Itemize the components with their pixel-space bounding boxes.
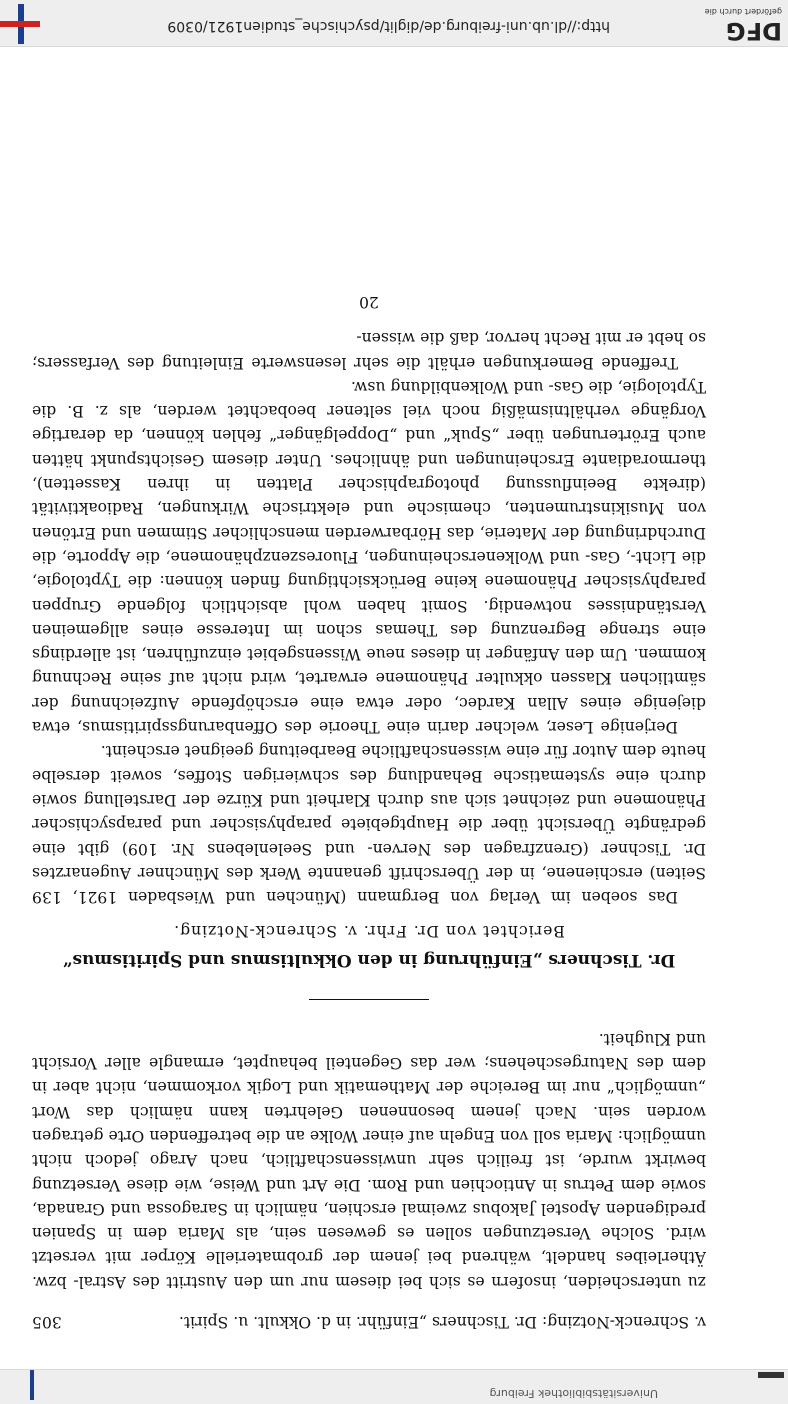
ub-freiburg-logo-icon [0, 4, 40, 44]
article-paragraph-2: Derjenige Leser, welcher darin eine Theorie des Offenbarungsspiritismus, etwa diejenige eines Allan Kardec, oder etwa eine erschöpfende Aufzeichnung der sämtlichen Klassen okkulter Phänomene erwartet, wird nicht auf seine Rechnung kommen. Um den Anfänger in dieses neue Wissensgebiet einzuführen, ist allerdings eine strenge Begrenzung des Themas schon im Interesse eines allgemeinen Verständnisses notwendig. Somit haben wohl absichtlich folgende Gruppen paraphysischer Phänomene keine Berücksichtigung finden können: die Typtologie, die Licht-, Gas- und Wolkenerscheinungen, Fluoreszenzphänomene, die Apporte, die Durchdringung der Materie, das Hörbarwerden menschlicher Stimmen und Ertönen von Musikinstrumenten, chemische und elektrische Wirkungen, Radioaktivität (direkte Beeinflussung photographischer Platten in ihren Kassetten), thermoradiante Erscheinungen und ähnliches. Unter diesem Gesichtspunkt hätten auch Erörterungen über „Spuk“ und „Doppelgänger“ fehlen können, da derartige Vorgänge verhältnismäßig noch viel seltener beobachtet werden, als z. B. die Typtologie, die Gas- und Wolkenbildung usw. [32, 377, 706, 737]
document-body [32, 290, 706, 1334]
library-credit: Universitätsbibliothek Freiburg [489, 1387, 658, 1400]
article-title: Dr. Tischners „Einführung in den Okkultismus und Spiritismus“ [62, 950, 676, 971]
viewer-bar [0, 0, 788, 47]
logo-fragment-icon [758, 1372, 784, 1404]
dfg-sponsor-text: gefördert durch die [704, 7, 782, 16]
running-head-title: v. Schrenck-Notzing: Dr. Tischners „Einführ. in d. Okkult. u. Spirit. [178, 1313, 706, 1331]
dfg-logo: DFG [725, 17, 782, 45]
section-divider [309, 999, 429, 1000]
paragraph-continuation: zu unterscheiden, insofern es sich bei diesem nur um den Austritt des Astral- bzw. Ätherleibes handelt, während bei jenem der grobmaterielle Körper mit versetzt wird. Solche Versetzungen sollen es gewesen sein, als Maria dem in Spanien predigenden Apostel Jakobus zweimal erschien, nämlich in Saragossa und Granada, sowie dem Petrus in Antiochien und Rom. Die Art und Weise, wie diese Versetzung bewirkt wurde, ist freilich sehr unwissenschaftlich, nach Arago jedoch nicht unmöglich: Maria soll von Engeln auf einer Wolke an die betreffenden Orte getragen worden sein. Nach jenem besonnenen Gelehrten kann nämlich das Wort „unmöglich“ nur im Bereiche der Mathematik und Logik vorkommen, nicht aber in dem des Naturgeschehens; wer das Gegenteil behauptet, ermangle aller Vorsicht und Klugheit. [32, 1029, 706, 1291]
article-paragraph-1: Das soeben im Verlag von Bergmann (München und Wiesbaden 1921, 139 Seiten) erschienene, in der Überschrift genannte Werk des Münchner Augenarztes Dr. Tischner (Grenzfragen des Nerven- und Seelenlebens Nr. 109) gibt eine gedrängte Übersicht über die Hauptgebiete paraphysischer und parapsychischer Phänomene und zeichnet sich aus durch Klarheit und Kürze der Darstellung sowie durch eine systematische Behandlung des schwierigen Stoffes, soweit derselbe heute dem Autor für eine wissenschaftliche Bearbeitung geeignet erscheint. [32, 742, 706, 907]
article-paragraph-3: Treffende Bemerkungen erhält die sehr lesenswerte Einleitung des Verfassers; so hebt er mit Recht hervor, daß die wissen- [32, 329, 706, 372]
article-byline: Berichtet von Dr. Frhr. v. Schrenck-Notzing. [173, 922, 565, 941]
source-url-link[interactable]: http://dl.ub.uni-freiburg.de/diglit/psychische_studien1921/0309 [167, 18, 610, 34]
signature-mark: 20 [359, 293, 379, 312]
running-head [32, 1310, 706, 1334]
viewer-bar-edge [0, 1369, 788, 1404]
page-number: 305 [32, 1313, 62, 1331]
ub-logo-icon [30, 1370, 34, 1400]
